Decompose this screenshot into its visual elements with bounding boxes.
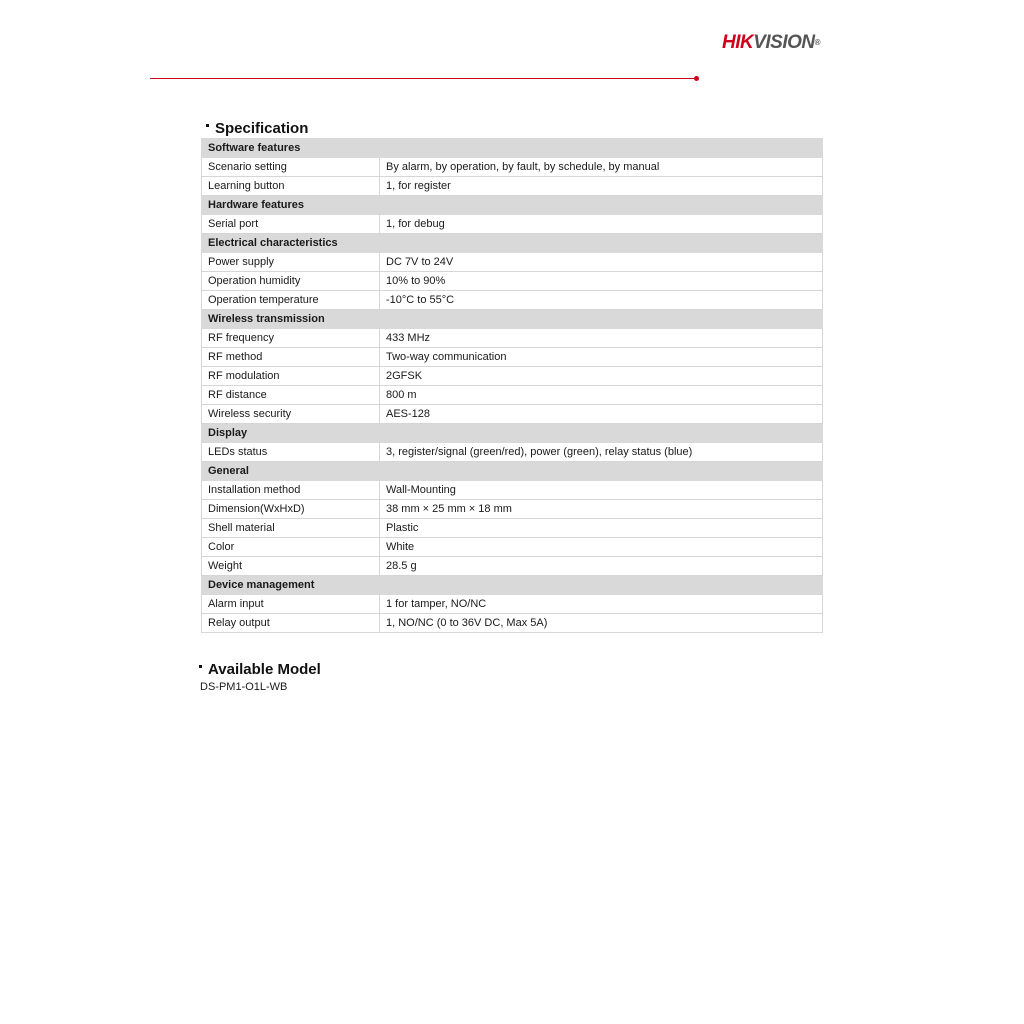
- spec-key: LEDs status: [202, 443, 380, 462]
- group-heading: Hardware features: [202, 196, 823, 215]
- spec-value: By alarm, by operation, by fault, by schedule, by manual: [380, 158, 823, 177]
- table-row: [202, 291, 823, 310]
- logo-vision-text: VISION: [753, 32, 815, 53]
- table-row: [202, 481, 823, 500]
- table-row: [202, 272, 823, 291]
- group-heading: General: [202, 462, 823, 481]
- spec-key: Power supply: [202, 253, 380, 272]
- header-rule: [150, 78, 694, 79]
- header-rule-dot: [694, 76, 699, 81]
- group-heading: Electrical characteristics: [202, 234, 823, 253]
- table-row: [202, 538, 823, 557]
- spec-value: Two-way communication: [380, 348, 823, 367]
- spec-value: 2GFSK: [380, 367, 823, 386]
- table-group-row: [202, 462, 823, 481]
- group-heading: Wireless transmission: [202, 310, 823, 329]
- bullet-icon: [206, 124, 209, 127]
- group-heading: Device management: [202, 576, 823, 595]
- table-group-row: [202, 234, 823, 253]
- group-heading: Software features: [202, 139, 823, 158]
- table-row: [202, 367, 823, 386]
- spec-key: RF frequency: [202, 329, 380, 348]
- spec-key: Operation temperature: [202, 291, 380, 310]
- table-row: [202, 557, 823, 576]
- spec-key: Learning button: [202, 177, 380, 196]
- table-row: [202, 405, 823, 424]
- spec-key: Scenario setting: [202, 158, 380, 177]
- spec-key: Shell material: [202, 519, 380, 538]
- table-group-row: [202, 139, 823, 158]
- spec-key: RF method: [202, 348, 380, 367]
- table-row: [202, 595, 823, 614]
- table-row: [202, 158, 823, 177]
- logo-registered-mark: ®: [814, 38, 821, 47]
- table-row: [202, 329, 823, 348]
- group-heading: Display: [202, 424, 823, 443]
- bullet-icon: [199, 665, 202, 668]
- spec-key: Color: [202, 538, 380, 557]
- spec-key: Operation humidity: [202, 272, 380, 291]
- table-group-row: [202, 310, 823, 329]
- spec-value: Wall-Mounting: [380, 481, 823, 500]
- spec-key: RF distance: [202, 386, 380, 405]
- spec-key: Dimension(WxHxD): [202, 500, 380, 519]
- spec-value: AES-128: [380, 405, 823, 424]
- table-row: [202, 348, 823, 367]
- table-row: [202, 500, 823, 519]
- table-row: [202, 253, 823, 272]
- table-row: [202, 386, 823, 405]
- spec-value: Plastic: [380, 519, 823, 538]
- table-group-row: [202, 424, 823, 443]
- spec-key: Serial port: [202, 215, 380, 234]
- specification-table: [201, 138, 823, 633]
- spec-value: 1, NO/NC (0 to 36V DC, Max 5A): [380, 614, 823, 633]
- spec-value: 3, register/signal (green/red), power (green), relay status (blue): [380, 443, 823, 462]
- spec-value: 800 m: [380, 386, 823, 405]
- specification-heading: [206, 120, 308, 137]
- spec-key: Wireless security: [202, 405, 380, 424]
- spec-key: Relay output: [202, 614, 380, 633]
- available-model-heading: [199, 661, 321, 678]
- spec-value: 28.5 g: [380, 557, 823, 576]
- hikvision-logo: [722, 33, 820, 53]
- available-model-title: Available Model: [208, 661, 321, 678]
- spec-key: RF modulation: [202, 367, 380, 386]
- logo-hik-text: HIK: [722, 32, 754, 53]
- table-row: [202, 177, 823, 196]
- table-row: [202, 215, 823, 234]
- spec-value: 10% to 90%: [380, 272, 823, 291]
- model-code: DS-PM1-O1L-WB: [200, 681, 288, 693]
- table-row: [202, 614, 823, 633]
- spec-value: 1, for debug: [380, 215, 823, 234]
- spec-key: Installation method: [202, 481, 380, 500]
- spec-key: Alarm input: [202, 595, 380, 614]
- spec-value: DC 7V to 24V: [380, 253, 823, 272]
- table-row: [202, 443, 823, 462]
- spec-value: -10°C to 55°C: [380, 291, 823, 310]
- spec-value: 433 MHz: [380, 329, 823, 348]
- spec-key: Weight: [202, 557, 380, 576]
- spec-value: White: [380, 538, 823, 557]
- table-group-row: [202, 196, 823, 215]
- spec-value: 1, for register: [380, 177, 823, 196]
- spec-value: 1 for tamper, NO/NC: [380, 595, 823, 614]
- spec-value: 38 mm × 25 mm × 18 mm: [380, 500, 823, 519]
- table-row: [202, 519, 823, 538]
- table-group-row: [202, 576, 823, 595]
- specification-title: Specification: [215, 120, 309, 137]
